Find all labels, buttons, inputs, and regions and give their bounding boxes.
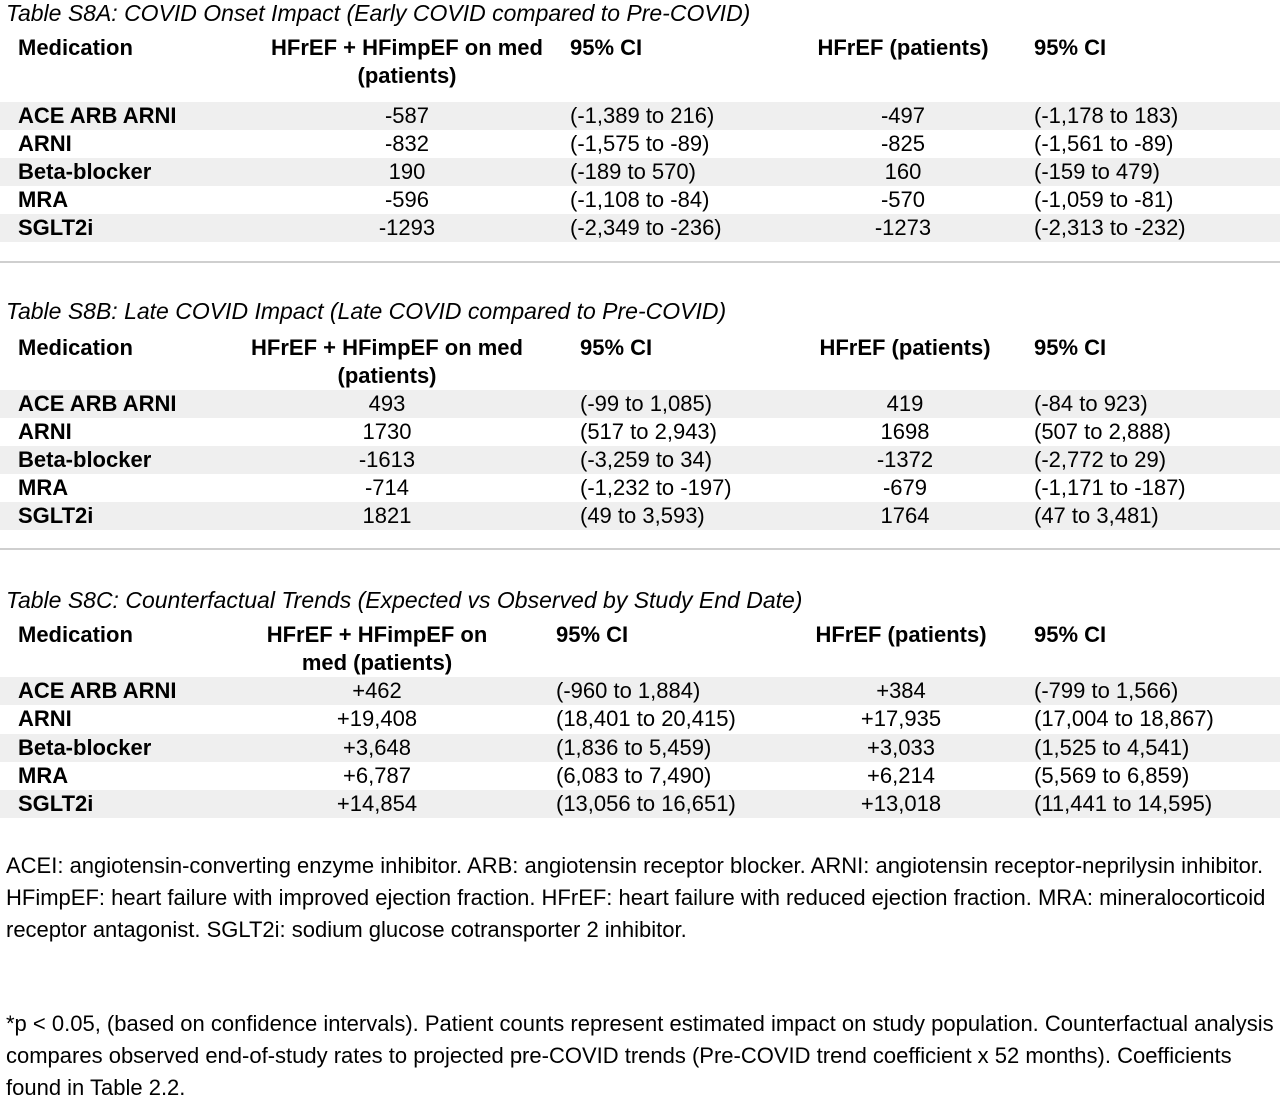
column-header-hfref-hfimpef: HFrEF + HFimpEF on med (patients) [271,35,543,88]
hfref-hfimpef-value: 190 [388,159,426,184]
hfref-hfimpef-value: +19,408 [336,706,418,731]
table-caption: Table S8B: Late COVID Impact (Late COVID compared to Pre-COVID) [6,298,727,324]
column-header-ci-1: 95% CI [556,622,629,647]
ci-cell: (507 to 2,888) [1034,419,1171,444]
hfref-value: +6,214 [867,763,935,788]
ci-cell: (-3,259 to 34) [580,447,713,472]
ci-cell: (-1,059 to -81) [1034,187,1174,212]
ci-cell: (47 to 3,481) [1034,503,1159,528]
table-row [0,762,1280,790]
ci-cell: (-1,232 to -197) [580,475,732,500]
ci-cell: (6,083 to 7,490) [556,763,712,788]
table-row [0,186,1280,214]
ci-cell: (5,569 to 6,859) [1034,763,1190,788]
ci-cell: (-189 to 570) [570,159,696,184]
hfref-hfimpef-value: -596 [384,187,430,212]
hfref-hfimpef-value: 1730 [362,419,412,444]
ci-cell: (-799 to 1,566) [1034,678,1179,703]
hfref-hfimpef-value: -587 [384,103,430,128]
column-header-ci-1: 95% CI [570,35,643,60]
ci-cell: (13,056 to 16,651) [556,791,736,816]
ci-cell: (-2,349 to -236) [570,215,722,240]
ci-cell: (49 to 3,593) [580,503,705,528]
medication-cell: Beta-blocker [18,159,152,184]
ci-cell: (-1,575 to -89) [570,131,710,156]
table-row [0,390,1280,418]
ci-cell: (-1,561 to -89) [1034,131,1174,156]
hfref-hfimpef-value: +462 [352,678,402,703]
column-header-hfref-hfimpef: HFrEF + HFimpEF on med (patients) [266,622,488,675]
column-header-medication: Medication [18,35,133,60]
medication-cell: ACE ARB ARNI [18,391,177,416]
section-divider [0,261,1280,263]
column-header-medication: Medication [18,335,133,360]
medication-cell: MRA [18,187,69,212]
ci-cell: (11,441 to 14,595) [1034,791,1213,816]
hfref-value: -679 [882,475,928,500]
hfref-value: 160 [884,159,922,184]
ci-cell: (-960 to 1,884) [556,678,701,703]
table-row [0,158,1280,186]
ci-cell: (517 to 2,943) [580,419,717,444]
column-header-ci-1: 95% CI [580,335,653,360]
hfref-value: -1372 [876,447,934,472]
ci-cell: (-84 to 923) [1034,391,1148,416]
medication-cell: SGLT2i [18,215,94,240]
ci-cell: (-1,389 to 216) [570,103,715,128]
medication-cell: Beta-blocker [18,735,152,760]
hfref-hfimpef-value: +3,648 [343,735,411,760]
hfref-value: -497 [880,103,926,128]
hfref-value: 1698 [880,419,930,444]
hfref-value: 1764 [880,503,930,528]
hfref-hfimpef-value: 1821 [362,503,412,528]
hfref-value: +3,033 [867,735,935,760]
table-caption: Table S8A: COVID Onset Impact (Early COVID compared to Pre-COVID) [6,0,751,26]
table-row [0,502,1280,530]
medication-cell: Beta-blocker [18,447,152,472]
hfref-hfimpef-value: -1293 [378,215,436,240]
hfref-hfimpef-value: -832 [384,131,430,156]
table-row [0,705,1280,733]
column-header-hfref: HFrEF (patients) [819,335,991,360]
table-row [0,474,1280,502]
ci-cell: (1,525 to 4,541) [1034,735,1190,760]
hfref-hfimpef-value: +14,854 [336,791,418,816]
ci-cell: (-2,313 to -232) [1034,215,1186,240]
table-caption: Table S8C: Counterfactual Trends (Expected vs Observed by Study End Date) [6,587,803,613]
column-header-medication: Medication [18,622,133,647]
table-row [0,214,1280,242]
medication-cell: MRA [18,763,69,788]
hfref-hfimpef-value: 493 [368,391,406,416]
column-header-ci-2: 95% CI [1034,622,1107,647]
ci-cell: (-1,178 to 183) [1034,103,1179,128]
hfref-value: -825 [880,131,926,156]
medication-cell: SGLT2i [18,791,94,816]
table-row [0,130,1280,158]
ci-cell: (-2,772 to 29) [1034,447,1167,472]
ci-cell: (17,004 to 18,867) [1034,706,1214,731]
column-header-hfref: HFrEF (patients) [815,622,987,647]
ci-cell: (-1,171 to -187) [1034,475,1186,500]
hfref-value: +384 [876,678,926,703]
hfref-hfimpef-value: -714 [364,475,410,500]
hfref-value: -1273 [874,215,932,240]
ci-cell: (1,836 to 5,459) [556,735,712,760]
column-header-ci-2: 95% CI [1034,335,1107,360]
hfref-value: +13,018 [860,791,942,816]
hfref-value: +17,935 [860,706,942,731]
medication-cell: MRA [18,475,69,500]
hfref-value: -570 [880,187,926,212]
column-header-ci-2: 95% CI [1034,35,1107,60]
medication-cell: ARNI [18,131,72,156]
table-row [0,734,1280,762]
medication-cell: ACE ARB ARNI [18,678,177,703]
ci-cell: (-1,108 to -84) [570,187,710,212]
column-header-hfref: HFrEF (patients) [817,35,989,60]
medication-cell: ARNI [18,706,72,731]
abbreviations-note: ACEI: angiotensin-converting enzyme inhibitor. ARB: angiotensin receptor blocker. ARNI: angiotensin receptor-neprilysin inhibitor. HFimpEF: heart failure with improved ejection fraction. HFrEF: heart failure with reduced ejection fraction. MRA: mineralocorticoid receptor antagonist. SGLT2i: sodium glucose cotransporter 2 inhibitor. [6,853,1266,942]
hfref-value: 419 [886,391,924,416]
medication-cell: SGLT2i [18,503,94,528]
footnote: *p < 0.05, (based on confidence intervals). Patient counts represent estimated impact on study population. Counterfactual analysis compares observed end-of-study rates to projected pre-COVID trends (Pre-COVID trend coefficient x 52 months). Coefficients found in Table 2.2. [6,1011,1274,1100]
table-row [0,677,1280,705]
ci-cell: (-159 to 479) [1034,159,1160,184]
medication-cell: ARNI [18,419,72,444]
table-row [0,418,1280,446]
section-divider [0,548,1280,550]
table-row [0,790,1280,818]
column-header-hfref-hfimpef: HFrEF + HFimpEF on med (patients) [251,335,523,388]
hfref-hfimpef-value: -1613 [358,447,416,472]
hfref-hfimpef-value: +6,787 [343,763,411,788]
table-row [0,446,1280,474]
ci-cell: (-99 to 1,085) [580,391,713,416]
medication-cell: ACE ARB ARNI [18,103,177,128]
table-row [0,102,1280,130]
ci-cell: (18,401 to 20,415) [556,706,736,731]
